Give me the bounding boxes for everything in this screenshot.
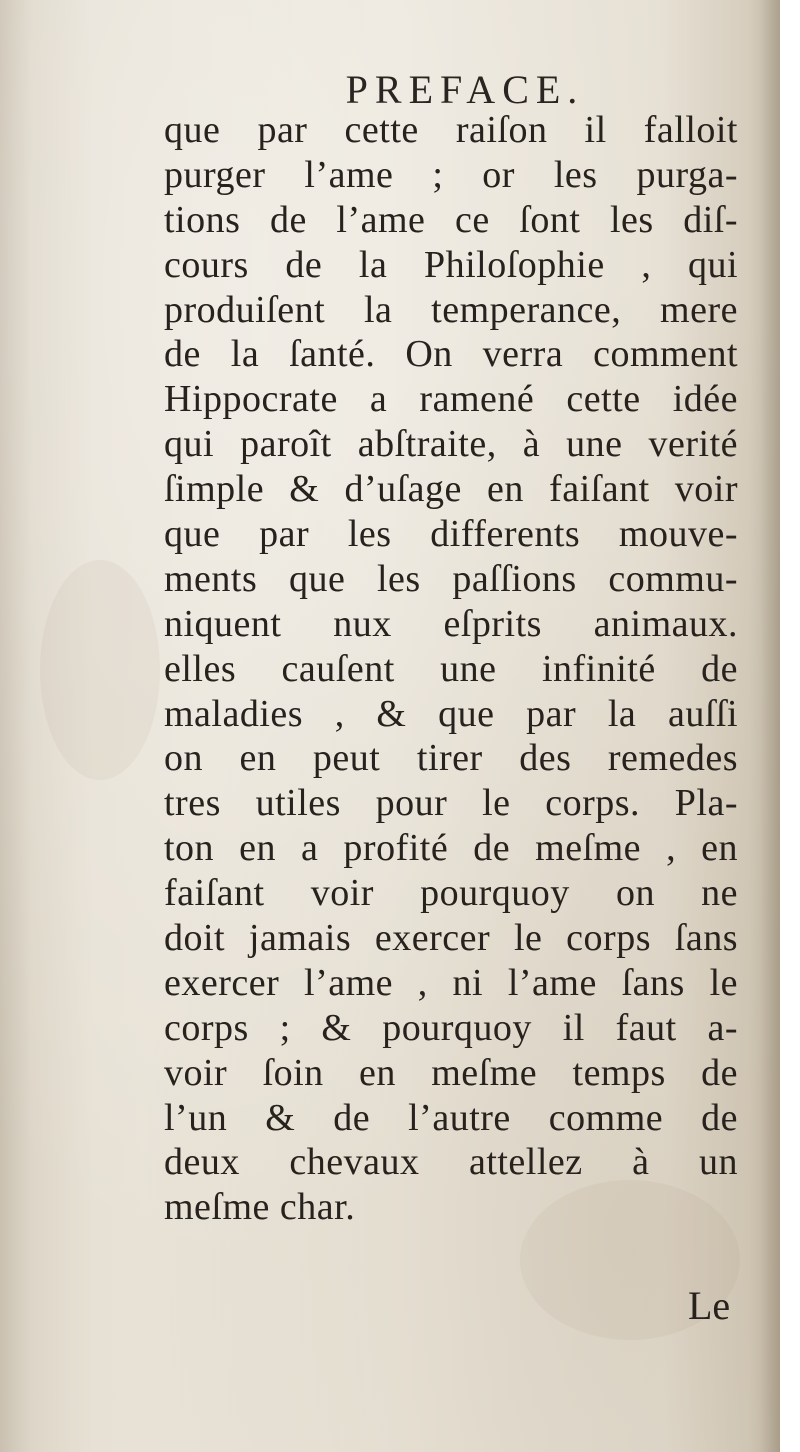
text-line: cours de la Philoſophie , qui (164, 243, 738, 286)
text-line: produiſent la temperance, mere (164, 288, 738, 331)
text-line: que par cette raiſon il falloit (164, 109, 738, 151)
text-line: voir ſoin en meſme temps de (164, 1051, 738, 1094)
text-line: que par les differents mouve- (164, 513, 738, 556)
text-line: purger l’ame ; or les purga- (164, 153, 738, 196)
text-line: faiſant voir pourquoy on ne (164, 872, 738, 915)
text-line: deux chevaux attellez à un (164, 1141, 738, 1184)
text-line: tions de l’ame ce ſont les diſ- (164, 198, 738, 241)
text-line: maladies , & que par la auſſi (164, 692, 738, 735)
text-line: de la ſanté. On verra comment (164, 333, 738, 376)
body-text (164, 108, 738, 1230)
text-line: tres utiles pour le corps. Pla- (164, 782, 738, 825)
text-line: qui paroît abſtraite, à une verité (164, 423, 738, 466)
paper-stain (40, 560, 160, 780)
text-line: Hippocrate a ramené cette idée (164, 378, 738, 421)
text-line: ments que les paſſions commu- (164, 557, 738, 600)
text-line: niquent nux eſprits animaux. (164, 602, 738, 645)
text-line: on en peut tirer des remedes (164, 737, 738, 780)
text-line: ton en a profité de meſme , en (164, 827, 738, 870)
page-edge-shadow (760, 0, 780, 1452)
text-line: l’un & de l’autre comme de (164, 1096, 738, 1139)
text-line: doit jamais exercer le corps ſans (164, 917, 738, 960)
text-line: meſme char. (164, 1186, 356, 1229)
text-line: corps ; & pourquoy il faut a- (164, 1006, 738, 1049)
catchword: Le (688, 1283, 731, 1328)
text-line: exercer l’ame , ni l’ame ſans le (164, 961, 738, 1004)
running-head: PREFACE. (345, 67, 585, 112)
text-line: ſimple & d’uſage en faiſant voir (164, 468, 738, 511)
text-line: elles cauſent une infinité de (164, 647, 738, 690)
